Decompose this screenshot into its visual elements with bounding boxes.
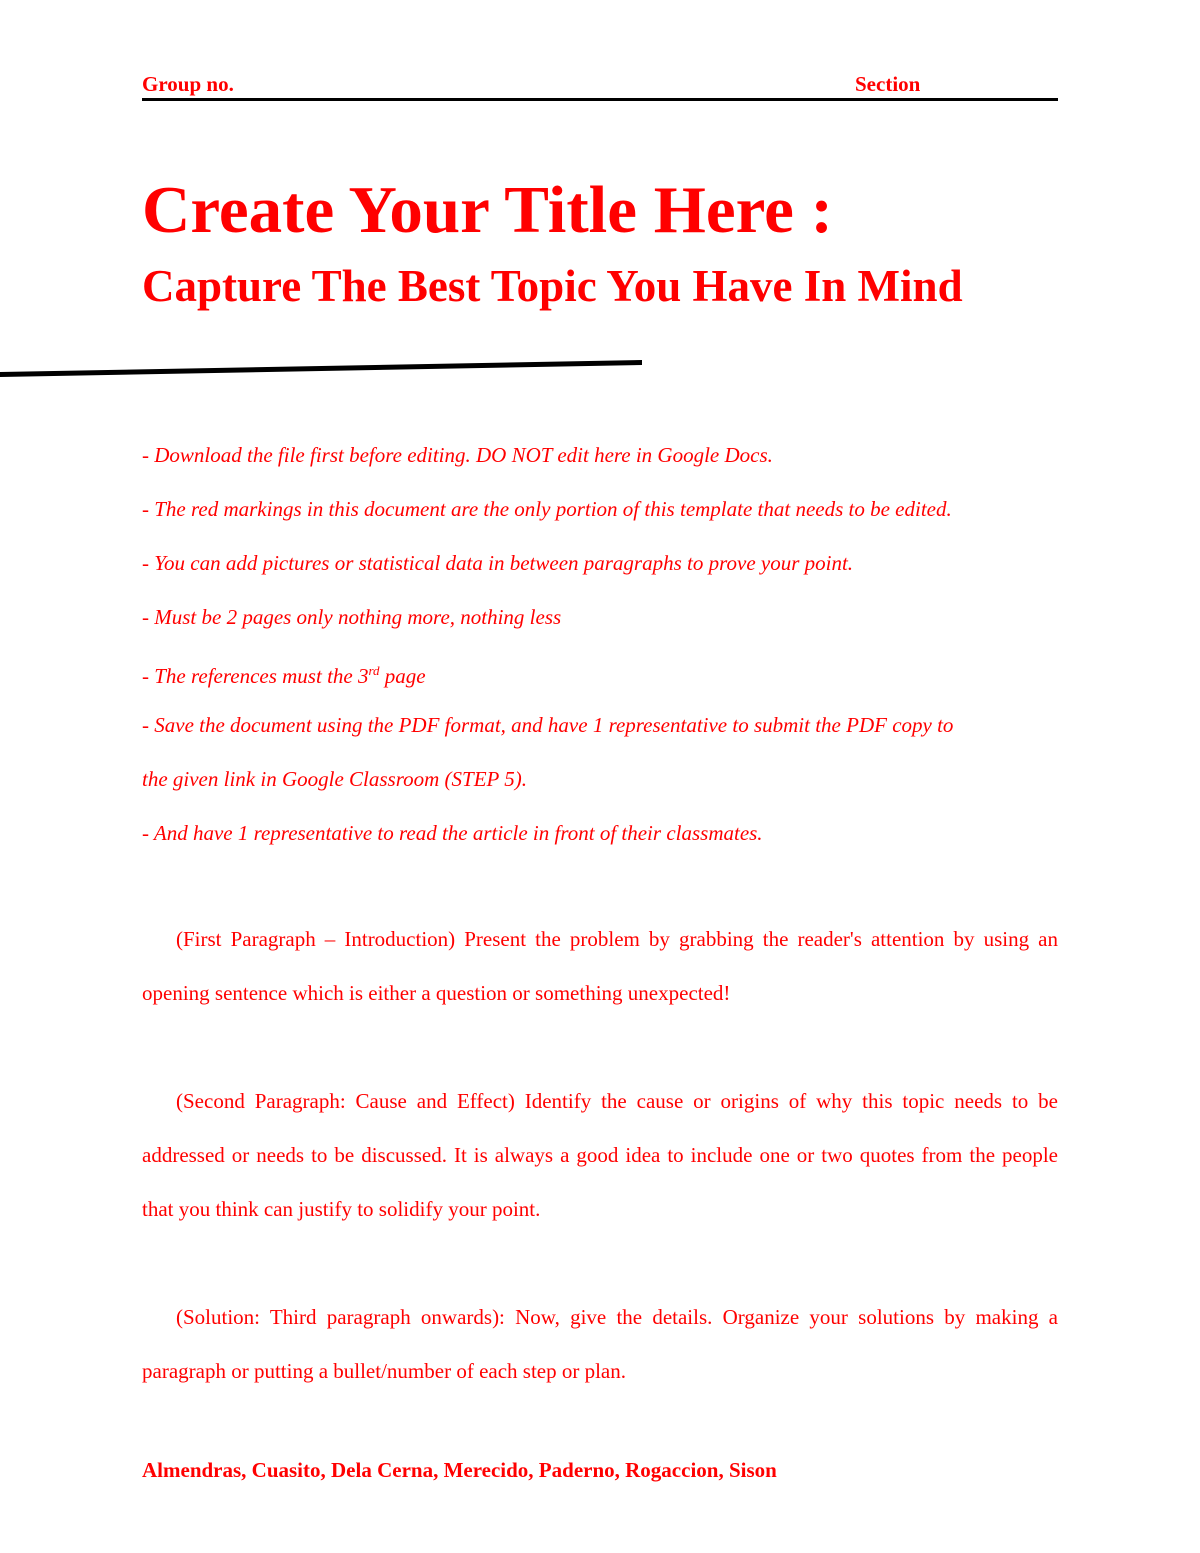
document-subtitle: Capture The Best Topic You Have In Mind [142,261,963,311]
paragraph-cause-effect [142,1074,1058,1236]
instruction-line: - The red markings in this document are the only portion of this template that needs to be edited. [142,497,952,521]
ordinal-superscript: rd [368,663,380,678]
instruction-line: - Must be 2 pages only nothing more, nothing less [142,605,562,629]
instruction-line: - You can add pictures or statistical data in between paragraphs to prove your point. [142,551,854,575]
title-divider-line [0,356,650,380]
instruction-text: - The references must the 3 [142,664,369,688]
instruction-line [142,654,1058,708]
instruction-line: - And have 1 representative to read the article in front of their classmates. [142,821,763,845]
instruction-text: page [379,664,426,688]
instruction-line: - Download the file first before editing. DO NOT edit here in Google Docs. [142,443,773,467]
instructions-block [142,438,1058,870]
paragraph-introduction [142,912,1058,1020]
paragraph-text: (Solution: Third paragraph onwards): Now, give the details. Organize your solutions by making a paragraph or putting a bullet/number of each step or plan. [142,1305,1058,1383]
paragraph-solution [142,1290,1058,1398]
authors-line: Almendras, Cuasito, Dela Cerna, Merecido, Paderno, Rogaccion, Sison [142,1458,777,1482]
section-label: Section [855,72,921,96]
header-bar [142,70,1058,101]
document-title: Create Your Title Here : [142,173,833,247]
instruction-line: the given link in Google Classroom (STEP 5). [142,767,527,791]
paragraph-text: (First Paragraph – Introduction) Present the problem by grabbing the reader's attention by using an opening sentence which is either a question or something unexpected! [142,927,1058,1005]
paragraph-text: (Second Paragraph: Cause and Effect) Identify the cause or origins of why this topic needs to be addressed or needs to be discussed. It is always a good idea to include one or two quotes from the people that you think can justify to solidify your point. [142,1089,1058,1221]
group-number-label: Group no. [142,72,234,96]
instruction-line: - Save the document using the PDF format, and have 1 representative to submit the PDF copy to [142,713,954,737]
